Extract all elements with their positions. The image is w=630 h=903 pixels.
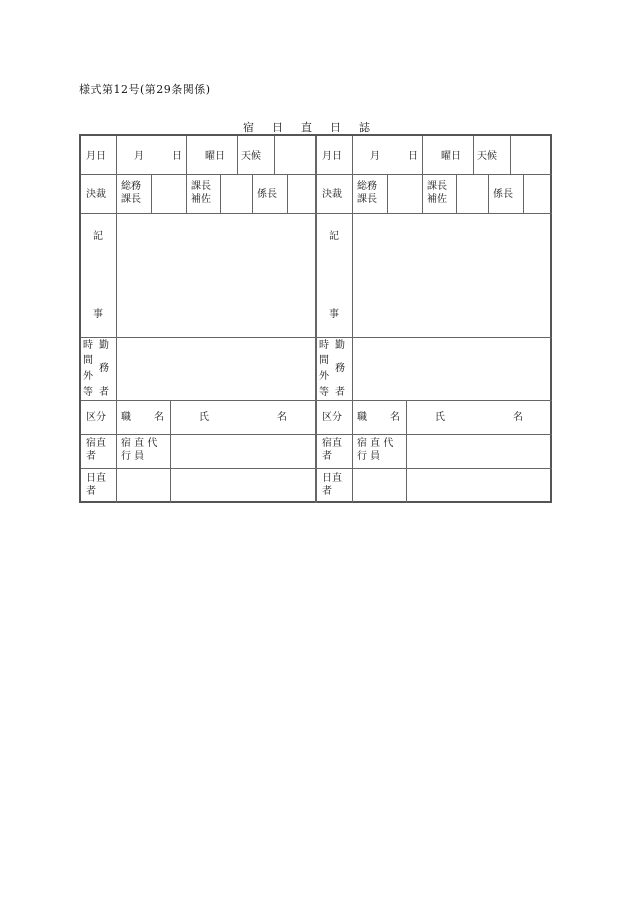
title-char: 日 bbox=[272, 121, 283, 134]
day-label: 日 bbox=[408, 151, 418, 162]
category-label: 区分 bbox=[86, 412, 106, 423]
after-hours-char: 者 bbox=[335, 387, 345, 398]
weekday-label: 曜日 bbox=[205, 151, 225, 162]
section-chief-label: 係長 bbox=[493, 189, 513, 200]
category-label: 区分 bbox=[322, 412, 342, 423]
after-hours-char: 時 bbox=[83, 340, 93, 351]
after-hours-char: 者 bbox=[99, 387, 109, 398]
after-hours-char: 等 bbox=[319, 387, 329, 398]
after-hours-char: 等 bbox=[83, 387, 93, 398]
post-label: 職 bbox=[357, 412, 367, 423]
form-number: 様式第12号(第29条関係) bbox=[79, 83, 211, 96]
general-affairs-chief-label: 総務 課長 bbox=[121, 181, 141, 205]
assistant-chief-label: 課長 補佐 bbox=[191, 181, 211, 205]
month-label: 月 bbox=[370, 151, 380, 162]
after-hours-char: 勤 bbox=[99, 340, 109, 351]
duty-log-table bbox=[79, 134, 552, 503]
title-char: 日 bbox=[330, 121, 341, 134]
record-label-top: 記 bbox=[329, 231, 339, 242]
name-label-2: 名 bbox=[277, 412, 287, 423]
day-label: 日 bbox=[172, 151, 182, 162]
after-hours-char: 務 bbox=[99, 363, 109, 374]
approval-label: 決裁 bbox=[86, 189, 106, 200]
month-day-label: 月日 bbox=[322, 151, 342, 162]
month-day-label: 月日 bbox=[86, 151, 106, 162]
after-hours-char: 務 bbox=[335, 363, 345, 374]
after-hours-char: 間 bbox=[319, 355, 329, 366]
night-duty-label: 宿直 者 bbox=[322, 438, 342, 462]
month-label: 月 bbox=[134, 151, 144, 162]
name-label: 氏 bbox=[435, 412, 445, 423]
after-hours-char: 外 bbox=[319, 371, 329, 382]
day-duty-label: 日直 者 bbox=[322, 473, 342, 497]
log-panel-left bbox=[81, 136, 316, 503]
after-hours-char: 間 bbox=[83, 355, 93, 366]
title-char: 宿 bbox=[243, 121, 254, 134]
night-duty-label: 宿直 者 bbox=[86, 438, 106, 462]
weekday-label: 曜日 bbox=[441, 151, 461, 162]
section-chief-label: 係長 bbox=[257, 189, 277, 200]
record-label-bottom: 事 bbox=[93, 309, 103, 320]
title-char: 直 bbox=[301, 121, 312, 134]
name-label-2: 名 bbox=[513, 412, 523, 423]
approval-label: 決裁 bbox=[322, 189, 342, 200]
general-affairs-chief-label: 総務 課長 bbox=[357, 181, 377, 205]
post-label: 職 bbox=[121, 412, 131, 423]
after-hours-char: 勤 bbox=[335, 340, 345, 351]
day-duty-label: 日直 者 bbox=[86, 473, 106, 497]
name-label: 氏 bbox=[199, 412, 209, 423]
assistant-chief-label: 課長 補佐 bbox=[427, 181, 447, 205]
night-duty-proxy-label: 宿 直 代 行 員 bbox=[121, 438, 158, 462]
post-label-2: 名 bbox=[154, 412, 164, 423]
title-char: 誌 bbox=[359, 121, 370, 134]
record-label-top: 記 bbox=[93, 231, 103, 242]
after-hours-char: 時 bbox=[319, 340, 329, 351]
document-title bbox=[243, 119, 370, 135]
log-panel-right bbox=[317, 136, 552, 503]
night-duty-proxy-label: 宿 直 代 行 員 bbox=[357, 438, 394, 462]
weather-label: 天候 bbox=[477, 151, 497, 162]
weather-label: 天候 bbox=[241, 151, 261, 162]
record-label-bottom: 事 bbox=[329, 309, 339, 320]
after-hours-char: 外 bbox=[83, 371, 93, 382]
post-label-2: 名 bbox=[390, 412, 400, 423]
